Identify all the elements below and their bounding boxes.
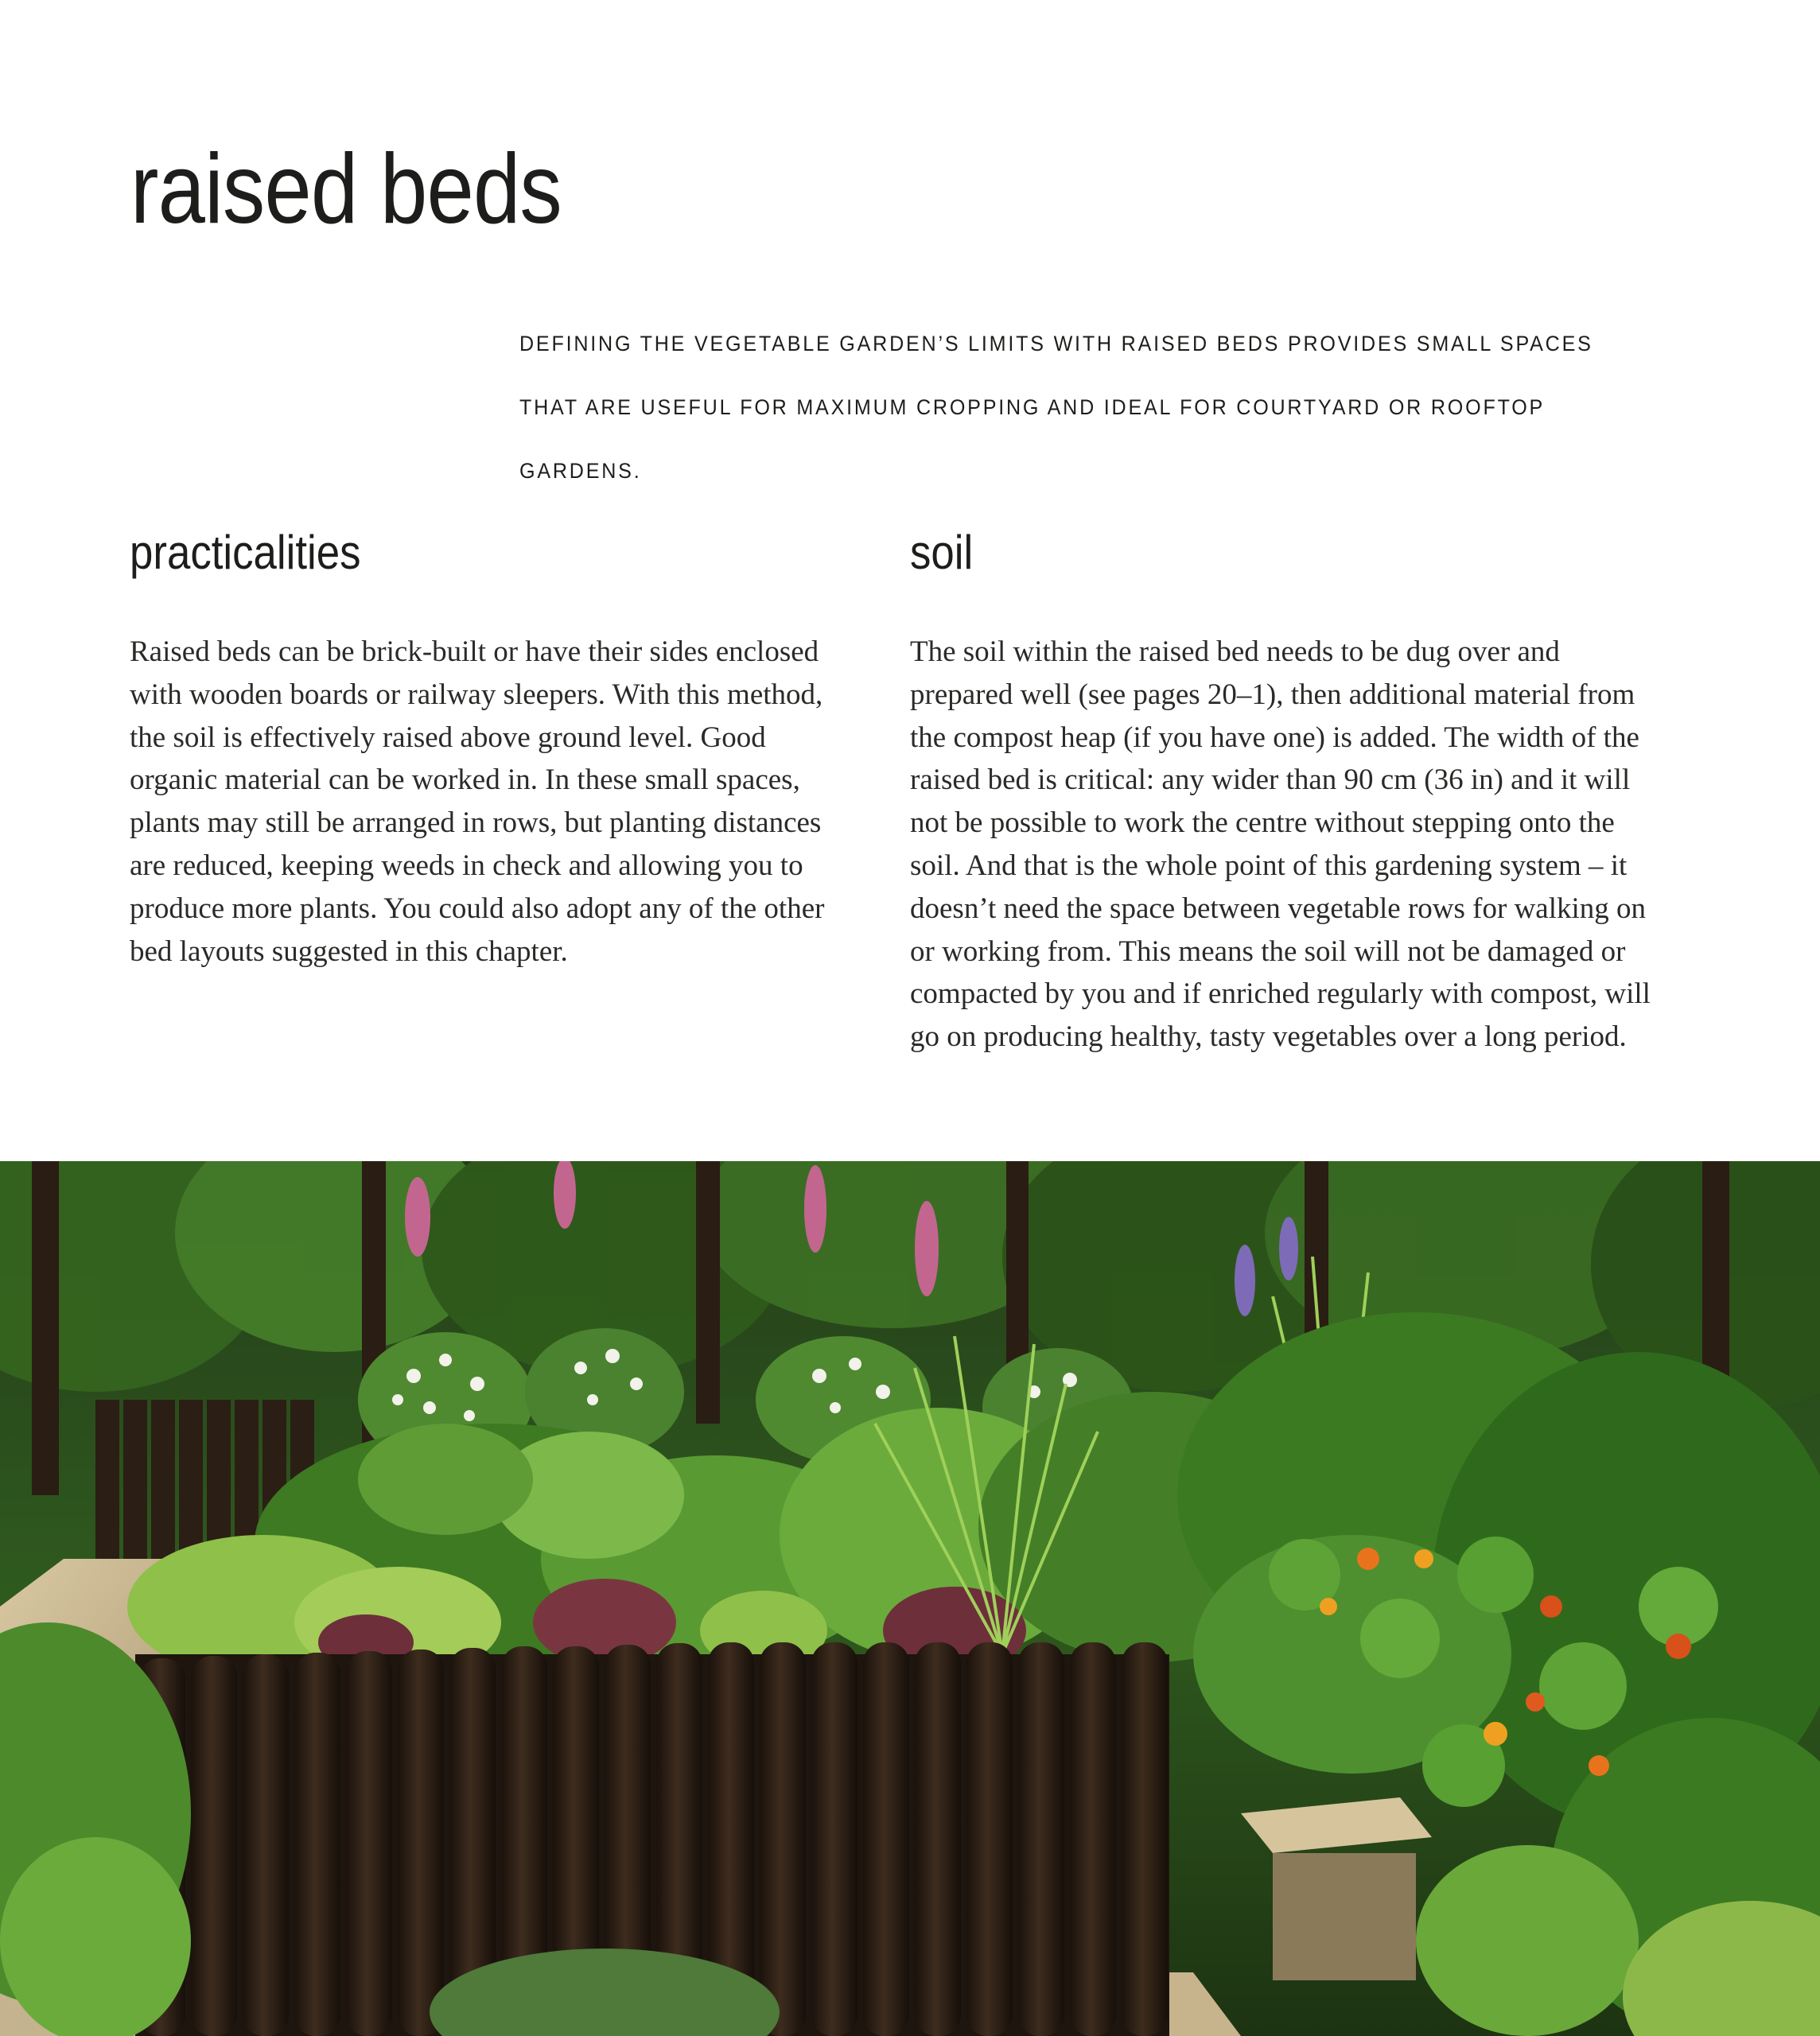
soil-body: The soil within the raised bed needs to be dug over and prepared well (see pages 20–1), then additional material from the compost heap (if you have one) is added. The width of the raised bed is critical: any wider than 90 cm (36 in) and it will not be possible to work the centre without stepping onto the soil. And that is the whole point of this gardening system – it doesn’t need the space between vegetable rows for walking on or working from. This means the soil will not be damaged or compacted by you and if enriched regularly with compost, will go on producing healthy, tasty vegetables over a long period. bbox=[910, 635, 1651, 1054]
practicalities-heading: practicalities bbox=[130, 526, 361, 579]
seat-base bbox=[1273, 1853, 1416, 1980]
practicalities-body: Raised beds can be brick-built or have their sides enclosed with wooden boards or railway sleepers. With this method, the soil is effectively raised above ground level. Good organic material can be worked in. In these small spaces, plants may still be arranged in rows, but planting distances are reduced, keeping weeds in check and allowing you to produce more plants. You could also adopt any of the other bed layouts suggested in this chapter. bbox=[130, 635, 825, 968]
soil-heading: soil bbox=[910, 526, 974, 579]
intro-text: DEFINING THE VEGETABLE GARDEN’S LIMITS WITH RAISED BEDS PROVIDES SMALL SPACES THAT ARE USEFUL FOR MAXIMUM CROPPING AND IDEAL FOR COURTYARD OR ROOFTOP GARDENS. bbox=[519, 332, 1593, 483]
page-title: raised beds bbox=[130, 134, 562, 244]
garden-photo bbox=[0, 1161, 1820, 2036]
